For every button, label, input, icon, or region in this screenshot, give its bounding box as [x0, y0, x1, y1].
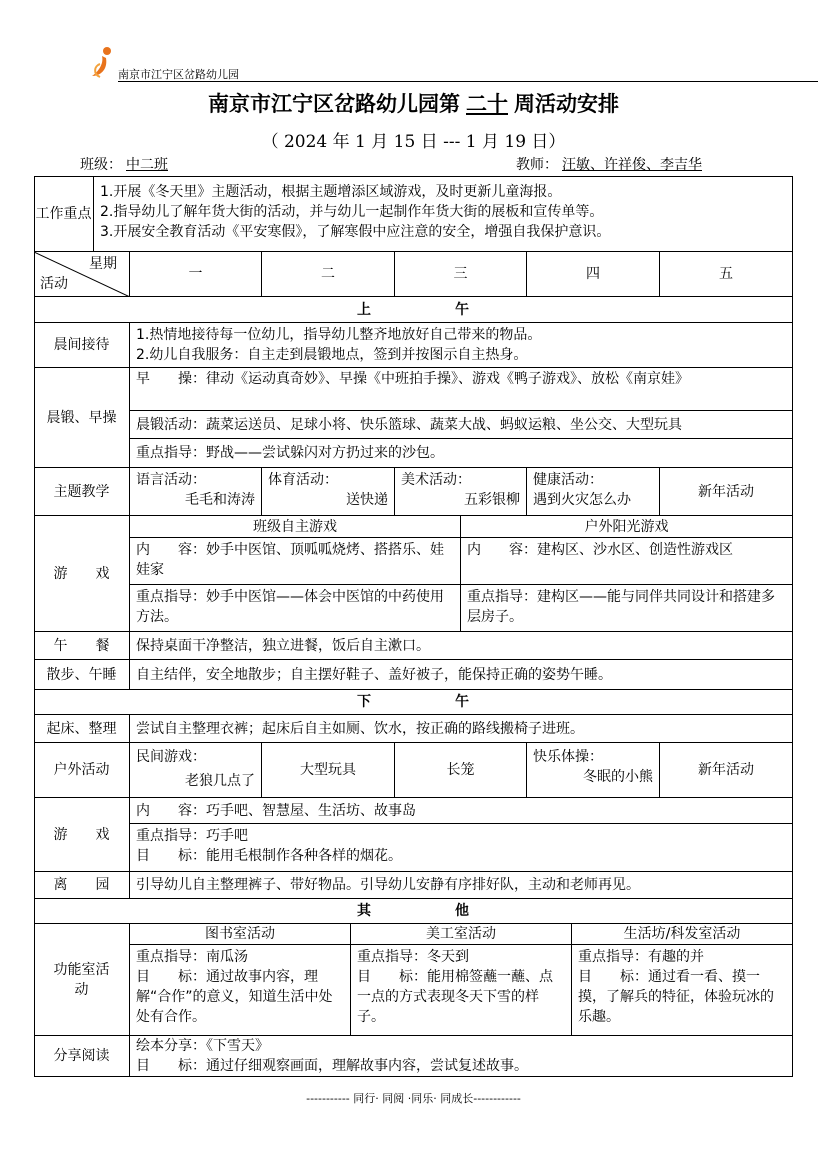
schedule-table: [34, 176, 793, 1077]
title-prefix: 南京市江宁区岔路幼儿园第: [208, 91, 460, 116]
function-room-label: [34, 924, 130, 1036]
theme-mon-title: 毛毛和涛涛: [185, 492, 255, 508]
nap-content: 自主结伴，安全地散步；自主摆好鞋子、盖好被子，能保持正确的姿势午睡。: [130, 660, 793, 690]
art-room-focus: 重点指导：冬天到: [357, 949, 469, 965]
afternoon-games-focus: [130, 824, 793, 872]
outdoor-wed: 长笼: [395, 743, 527, 798]
outdoor-mon: [130, 743, 262, 798]
function-room-label-text: 功能室活动: [53, 961, 110, 998]
theme-fri: 新年活动: [660, 468, 793, 516]
exercise-focus: 重点指导：野战——尝试躲闪对方扔过来的沙包。: [130, 439, 793, 468]
other-band: 其 他: [34, 899, 793, 924]
class-games-content: 内 容：妙手中医馆、顶呱呱烧烤、搭搭乐、娃娃家: [130, 538, 461, 585]
theme-tue-title: 送快递: [346, 492, 388, 508]
focus-item: 2.指导幼儿了解年货大街的活动，并与幼儿一起制作年货大街的展板和宣传单等。: [100, 204, 604, 220]
outdoor-mon-title: 老狼几点了: [185, 773, 255, 789]
afternoon-games-focus-line: 重点指导：巧手吧: [136, 828, 248, 844]
weekday-fri: 五: [660, 252, 793, 297]
theme-wed: [395, 468, 527, 516]
footer-slogan: ----------- 同行· 同阅 ·同乐· 同成长------------: [306, 1092, 521, 1105]
afternoon-band: 下 午: [34, 690, 793, 715]
weekday-thu: 四: [527, 252, 660, 297]
page-title: [0, 88, 827, 118]
focus-item: 3.开展安全教育活动《平安寒假》，了解寒假中应注意的安全，增强自我保护意识。: [100, 224, 611, 240]
title-suffix: 周活动安排: [514, 91, 619, 116]
weekday-tue: 二: [262, 252, 395, 297]
wake-label: 起床、整理: [34, 715, 130, 743]
theme-wed-title: 五彩银柳: [464, 492, 520, 508]
reading-goal: 目 标：通过仔细观察画面，理解故事内容，尝试复述故事。: [136, 1058, 528, 1074]
afternoon-games-goal-line: 目 标：能用毛根制作各种各样的烟花。: [136, 848, 402, 864]
library-focus: 重点指导：南瓜汤: [136, 949, 248, 965]
exercise-activities: 晨锻活动：蔬菜运送员、足球小将、快乐篮球、蔬菜大战、蚂蚁运粮、坐公交、大型玩具: [130, 411, 793, 439]
theme-thu: [527, 468, 660, 516]
leave-content: 引导幼儿自主整理裤子、带好物品。引导幼儿安静有序排好队，主动和老师再见。: [130, 872, 793, 899]
outdoor-tue: 大型玩具: [262, 743, 395, 798]
nap-label: 散步、午睡: [34, 660, 130, 690]
title-week: 二十: [466, 91, 508, 116]
outdoor-thu-title: 冬眠的小熊: [583, 769, 653, 785]
class-value: 中二班: [126, 157, 168, 173]
theme-wed-type: 美术活动：: [401, 472, 471, 488]
logo-text: 南京市江宁区岔路幼儿园: [118, 68, 239, 81]
weekday-corner: [34, 252, 130, 297]
theme-label: 主题教学: [34, 468, 130, 516]
teacher-info: [516, 154, 706, 174]
school-logo-icon: [90, 46, 116, 80]
exercise-morning-drill: 早 操：律动《运动真奇妙》、早操《中班拍手操》、游戏《鸭子游戏》、放松《南京娃》: [130, 368, 793, 411]
outdoor-fri: 新年活动: [660, 743, 793, 798]
life-room-head: 生活坊/科发室活动: [572, 924, 793, 945]
school-logo: [90, 46, 290, 82]
morning-games-label: 游 戏: [34, 516, 130, 632]
theme-tue-type: 体育活动：: [268, 472, 338, 488]
focus-content: [94, 176, 793, 252]
focus-item: 1.开展《冬天里》主题活动，根据主题增添区域游戏，及时更新儿童海报。: [100, 184, 562, 200]
theme-thu-title: 遇到火灾怎么办: [533, 492, 631, 508]
header-rule: [118, 81, 818, 82]
leave-label: 离 园: [34, 872, 130, 899]
library-goal: 目 标：通过故事内容，理解“合作”的意义，知道生活中处处有合作。: [136, 969, 333, 1025]
corner-weekday-label: 星期: [89, 256, 117, 272]
class-games-head: 班级自主游戏: [130, 516, 461, 538]
corner-activity-label: 活动: [40, 276, 68, 292]
art-room-goal: 目 标：能用棉签蘸一蘸、点一点的方式表现冬天下雪的样子。: [357, 969, 553, 1025]
outdoor-games-content: 内 容：建构区、沙水区、创造性游戏区: [461, 538, 793, 585]
weekday-wed: 三: [395, 252, 527, 297]
outdoor-thu: [527, 743, 660, 798]
reception-label: 晨间接待: [34, 323, 130, 368]
reception-line: 2.幼儿自我服务：自主走到晨锻地点，签到并按图示自主热身。: [136, 347, 528, 363]
theme-thu-type: 健康活动：: [533, 472, 603, 488]
library-head: 图书室活动: [130, 924, 351, 945]
library-content: [130, 945, 351, 1036]
morning-band: 上 午: [34, 297, 793, 323]
theme-mon: [130, 468, 262, 516]
outdoor-mon-type: 民间游戏：: [136, 749, 206, 765]
afternoon-games-content: 内 容：巧手吧、智慧屋、生活坊、故事岛: [130, 798, 793, 824]
theme-tue: [262, 468, 395, 516]
lunch-label: 午 餐: [34, 632, 130, 660]
teacher-label: 教师：: [516, 157, 558, 173]
life-room-content: [572, 945, 793, 1036]
art-room-content: [351, 945, 572, 1036]
reception-line: 1.热情地接待每一位幼儿，指导幼儿整齐地放好自己带来的物品。: [136, 327, 542, 343]
outdoor-games-focus: 重点指导：建构区——能与同伴共同设计和搭建多层房子。: [461, 585, 793, 632]
class-games-focus: 重点指导：妙手中医馆——体会中医馆的中药使用方法。: [130, 585, 461, 632]
focus-label: 工作重点: [34, 176, 94, 252]
life-room-goal: 目 标：通过看一看、摸一摸，了解兵的特征，体验玩冰的乐趣。: [578, 969, 774, 1025]
class-info: [80, 154, 172, 174]
class-label: 班级：: [80, 157, 122, 173]
reception-content: [130, 323, 793, 368]
theme-mon-type: 语言活动：: [136, 472, 206, 488]
exercise-label: 晨锻、早操: [34, 368, 130, 468]
reading-label: 分享阅读: [34, 1036, 130, 1077]
afternoon-games-label: 游 戏: [34, 798, 130, 872]
weekday-mon: 一: [130, 252, 262, 297]
date-range: （ 2024 年 1 月 15 日 --- 1 月 19 日）: [261, 132, 566, 152]
wake-content: 尝试自主整理衣裤；起床后自主如厕、饮水，按正确的路线搬椅子进班。: [130, 715, 793, 743]
reading-book: 绘本分享：《下雪天》: [136, 1038, 269, 1054]
outdoor-label: 户外活动: [34, 743, 130, 798]
outdoor-thu-type: 快乐体操：: [533, 749, 603, 765]
lunch-content: 保持桌面干净整洁，独立进餐，饭后自主漱口。: [130, 632, 793, 660]
art-room-head: 美工室活动: [351, 924, 572, 945]
outdoor-games-head: 户外阳光游戏: [461, 516, 793, 538]
reading-content: [130, 1036, 793, 1077]
life-room-focus: 重点指导：有趣的并: [578, 949, 704, 965]
teacher-value: 汪敏、许祥俊、李吉华: [562, 157, 702, 173]
